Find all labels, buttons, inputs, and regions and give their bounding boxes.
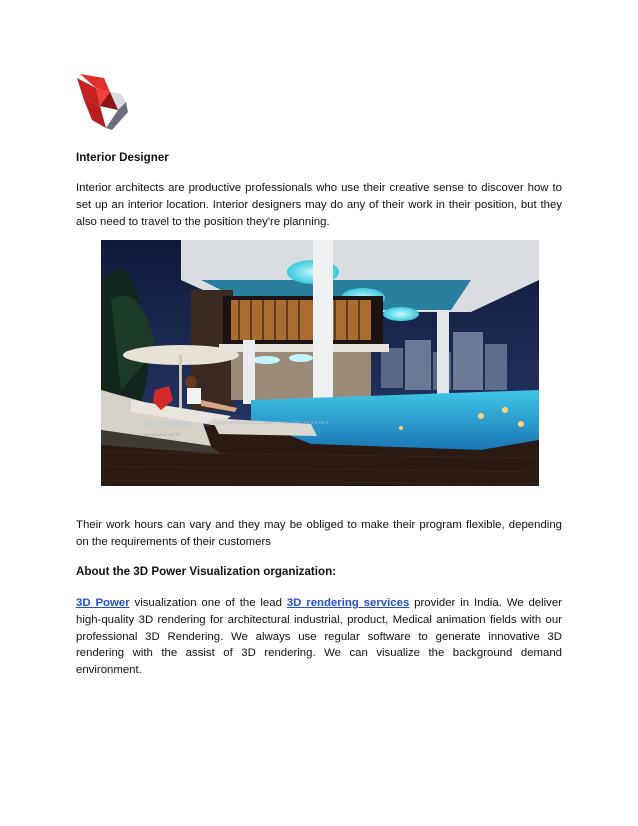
link-3d-power[interactable]: 3D Power bbox=[76, 597, 130, 609]
link-3d-rendering-services[interactable]: 3D rendering services bbox=[286, 597, 410, 609]
watermark-brand-text: 3D POWER bbox=[143, 420, 192, 430]
paragraph-about-3d-power bbox=[76, 595, 562, 679]
paragraph-interior-architects: Interior architects are productive professionals who use their creative sense to discover how to set up an interior location. Interior designers may do any of their work in their position, but they also need to travel to the position they're planning. bbox=[76, 182, 562, 228]
paragraph-work-hours: Their work hours can vary and they may be obliged to make their program flexible, depending on the requirements of their customers bbox=[76, 519, 562, 548]
company-logo bbox=[74, 72, 130, 134]
section-heading-about: About the 3D Power Visualization organization: bbox=[76, 565, 337, 578]
about-text-2: provider in India. We deliver high-quality 3D rendering for architectural industrial, product, Medical animation fields with our professional 3D Rendering. We always use regular software to generate innovative 3D rendering with the assist of 3D rendering. We can visualize the background demand environment. bbox=[76, 597, 563, 677]
watermark-tag-text: visualization pvt ltd bbox=[143, 432, 181, 437]
about-text-1: visualization one of the lead bbox=[129, 597, 287, 609]
watermark-strip-text: www.3dpower.in | info@3dpower.in | +91 - 9 7 1 3 2 0 9 8 5 9 bbox=[207, 420, 329, 425]
section-heading-interior-designer: Interior Designer bbox=[76, 151, 169, 164]
pool-render-image bbox=[101, 240, 539, 486]
